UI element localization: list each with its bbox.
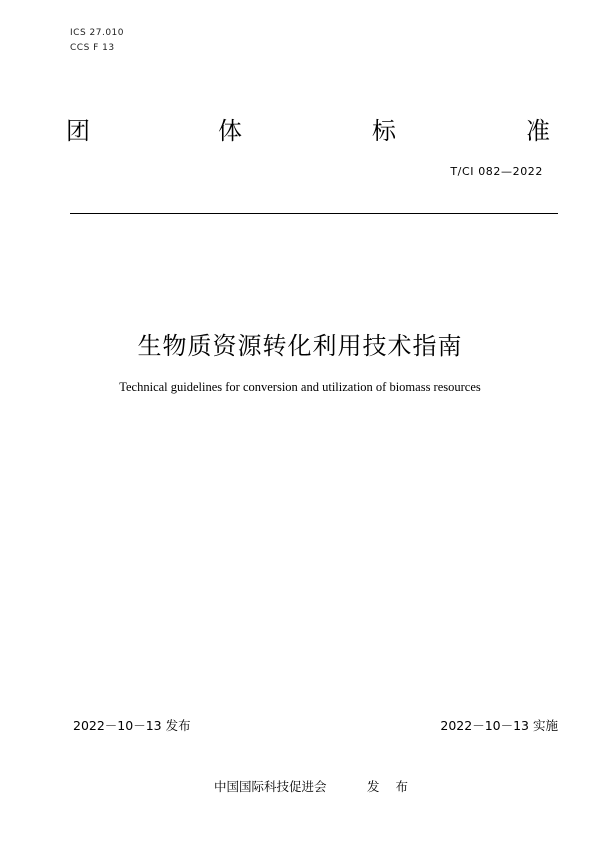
header-divider xyxy=(70,213,558,214)
ics-code: ICS 27.010 xyxy=(70,28,125,38)
standard-type-char: 体 xyxy=(218,117,242,145)
implementation-date: 2022－10－13 实施 xyxy=(440,718,558,733)
ccs-code: CCS F 13 xyxy=(70,43,115,53)
publish-label: 发 布 xyxy=(367,779,414,794)
publisher-name: 中国国际科技促进会 xyxy=(214,779,327,794)
document-title-en: Technical guidelines for conversion and utilization of biomass resources xyxy=(119,380,481,394)
document-title-zh: 生物质资源转化利用技术指南 xyxy=(137,332,463,360)
standard-type-heading xyxy=(66,114,556,148)
standard-type-char: 标 xyxy=(372,117,396,145)
issue-date: 2022－10－13 发布 xyxy=(73,718,191,733)
standard-type-char: 团 xyxy=(66,117,90,145)
standard-number: T/CI 082—2022 xyxy=(450,165,543,178)
standard-type-char: 准 xyxy=(526,117,550,145)
